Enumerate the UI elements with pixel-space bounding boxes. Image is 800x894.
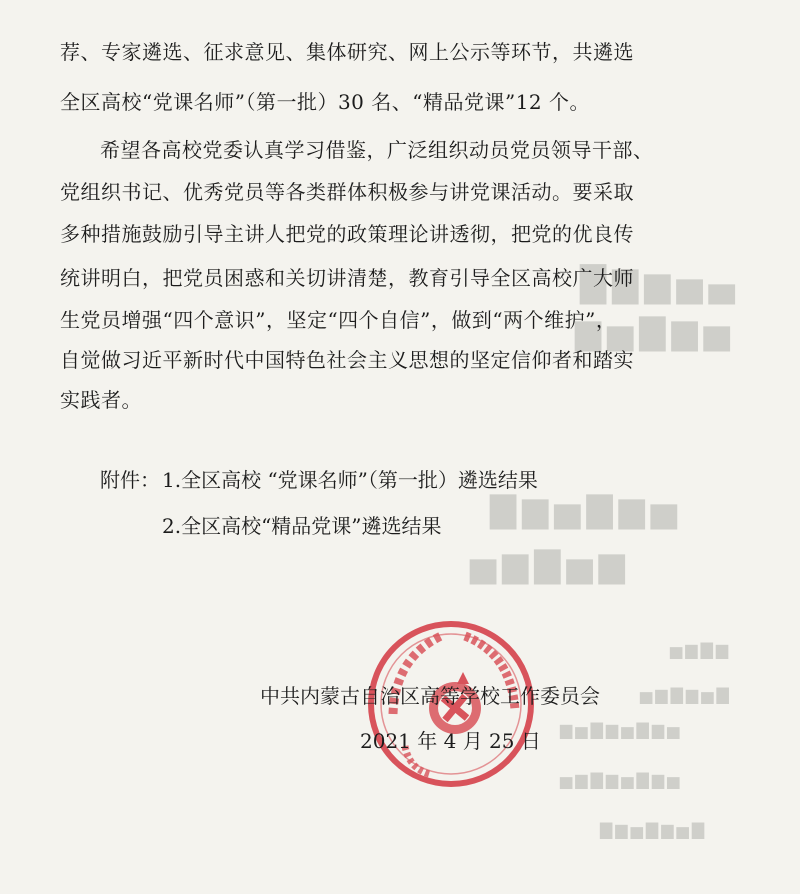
show-through-title-2: ▆▅▇▆▅ xyxy=(575,312,736,352)
body-line-5: 多种措施鼓励引导主讲人把党的政策理论讲透彻，把党的优良传 xyxy=(60,222,634,246)
issue-date: 2021 年 4 月 25 日 xyxy=(360,729,541,753)
attachment-label: 附件： xyxy=(100,468,160,492)
show-through-line-3: ▆▅▇▆▅▇▆▅ xyxy=(560,720,683,739)
show-through-line-4: ▅▆▇▆▅▇▆▅ xyxy=(560,770,683,789)
show-through-title-4: ▅▆▇▅▆ xyxy=(470,545,631,585)
body-line-1: 荐、专家遴选、征求意见、集体研究、网上公示等环节，共遴选 xyxy=(60,40,634,64)
body-line-3: 希望各高校党委认真学习借鉴，广泛组织动员党员领导干部、 xyxy=(100,138,654,162)
body-line-4: 党组织书记、优秀党员等各类群体积极参与讲党课活动。要采取 xyxy=(60,180,634,204)
attachment-item-2: 2.全区高校“精品党课”遴选结果 xyxy=(162,514,442,538)
show-through-line-2: ▅▆▇▆▅▇ xyxy=(640,685,732,704)
body-line-7: 生党员增强“四个意识”，坚定“四个自信”，做到“两个维护”， xyxy=(60,308,617,332)
attachment-item-1: 1.全区高校 “党课名师”（第一批）遴选结果 xyxy=(162,468,538,492)
body-line-6: 统讲明白，把党员困惑和关切讲清楚，教育引导全区高校广大师 xyxy=(60,266,634,290)
show-through-title-3: ▇▆▅▇▆▅ xyxy=(490,490,683,530)
body-line-2: 全区高校“党课名师”（第一批）30 名、“精品党课”12 个。 xyxy=(60,90,591,114)
show-through-title-1: █▇▆▅▄ xyxy=(580,265,741,305)
show-through-line-1: ▅▆▇▆ xyxy=(670,640,732,659)
issuing-organization: 中共内蒙古自治区高等学校工作委员会 xyxy=(260,684,600,708)
show-through-line-5: ▇▆▅▇▆▅▇ xyxy=(600,820,708,839)
body-line-8: 自觉做习近平新时代中国特色社会主义思想的坚定信仰者和踏实 xyxy=(60,348,634,372)
body-line-9: 实践者。 xyxy=(60,388,142,412)
